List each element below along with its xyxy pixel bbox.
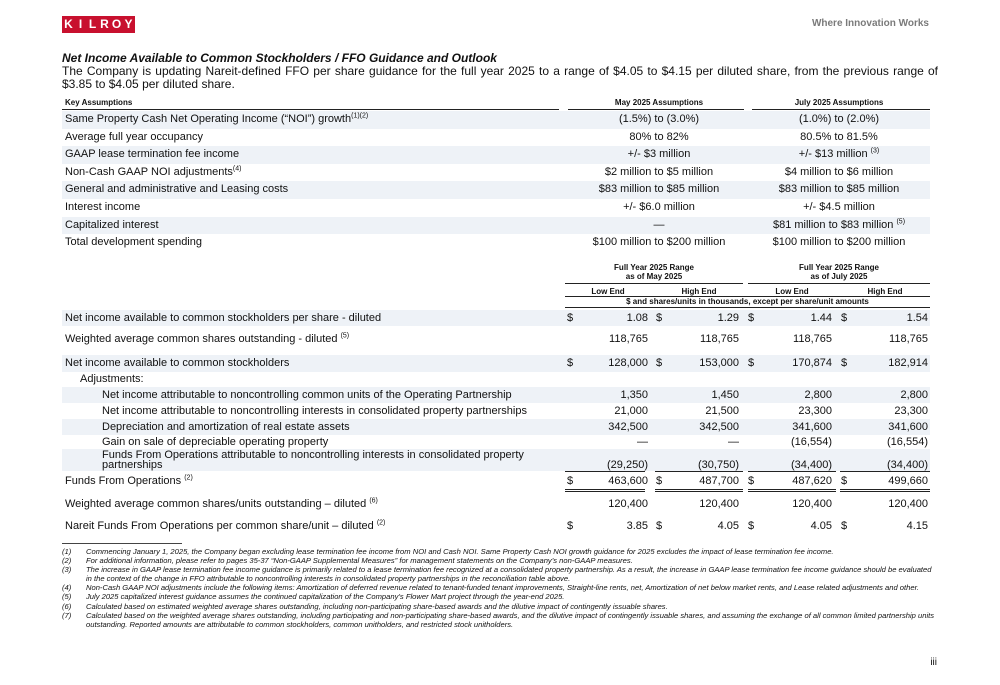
ffo-row [62,372,930,387]
ffo-row-label: Net income attributable to noncontrolling common units of the Operating Partnership [102,389,512,401]
total-rule [565,489,645,490]
july-value: +/- $4.5 million [803,200,875,213]
july-value: $4 million to $6 million [784,165,894,178]
footnotes [62,547,938,629]
ffo-value: 2,800 [804,389,832,401]
logo-letter: I [74,16,87,33]
ffo-value: — [637,436,648,448]
page-number: iii [930,657,937,668]
dollar-sign: $ [748,312,755,324]
key-assumption-row [62,129,930,147]
ffo-row [62,387,930,403]
may-value: $2 million to $5 million [604,165,714,178]
units-note: $ and shares/units in thousands, except per share/unit amounts [626,297,869,306]
key-assumption-row [62,217,930,235]
footnote-text: July 2025 capitalized interest guidance assumes the continued capitalization of the Company’s Flower Mart project through the year-end 2025. [86,592,565,602]
may-assumptions-heading: May 2025 Assumptions [614,98,704,107]
dollar-sign: $ [841,357,848,369]
assumption-label: GAAP lease termination fee income [65,148,240,161]
ffo-value: 1,350 [620,389,648,401]
total-rule [655,491,743,492]
footnote-text: Calculated based on the weighted average shares outstanding, including participating and non-participating share-based awards, and the dilutive impact of contingently issuable shares, and assuming the exchange of all common limited partnership units outstanding. Reported amounts are attributable to common stockholders, common unitholders, and restricted stock unitholders. [86,610,935,629]
ffo-value: (34,400) [791,459,832,471]
ffo-row [62,331,930,348]
dollar-sign: $ [567,520,574,532]
ffo-value: 1.08 [626,312,648,324]
footnote-text: For additional information, please refer to pages 35-37 “Non-GAAP Supplemental Measures” for management statements on the Company’s non-GAAP measures. [86,556,633,566]
ffo-row-label: Funds From Operations $^{(2)}$ [65,474,193,487]
ffo-row [62,355,930,372]
section-title: Net Income Available to Common Stockholders / FFO Guidance and Outlook [62,51,497,65]
ffo-row-label: Nareit Funds From Operations per common share/unit – diluted $^{(2)}$ [65,519,386,532]
ffo-value: 463,600 [608,475,648,487]
ffo-row-label: Net income available to common stockholders [65,357,290,369]
ffo-row-label: Net income available to common stockholders per share - diluted [65,312,382,324]
kilroy-logo [62,16,135,33]
dollar-sign: $ [748,475,755,487]
footnote-number: (3) [62,565,72,575]
ffo-value: — [728,436,739,448]
footnote-number: (6) [62,601,72,611]
section-intro: The Company is updating Nareit-defined FFO per share guidance for the full year 2025 to a range of $4.05 to $4.15 per diluted share, from the previous range of $3.85 to $4.05 per diluted share. [62,64,938,91]
ffo-row-label: Gain on sale of depreciable operating property [102,436,329,448]
total-rule [655,471,743,472]
footnote-number: (4) [62,583,72,593]
range-july-heading: Full Year 2025 Range as of July 2025 [799,263,879,281]
high-end-may-heading: High End [681,287,717,296]
ffo-value: 342,500 [699,421,739,433]
ffo-row-label: Weighted average common shares/units outstanding – diluted $^{(6)}$ [65,497,378,510]
dollar-sign: $ [841,312,848,324]
key-assumptions-table [62,111,930,252]
july-value: (1.0%) to (2.0%) [798,113,880,125]
dollar-sign: $ [656,475,663,487]
ffo-row-label: Funds From Operations attributable to noncontrolling interests in consolidated property partnerships [102,449,524,471]
dollar-sign: $ [656,312,663,324]
ffo-value: 23,300 [798,405,832,417]
assumption-label: Non-Cash GAAP NOI adjustments$^{(4)}$ [65,165,242,178]
total-rule [655,489,743,490]
dollar-sign: $ [841,475,848,487]
ffo-value: 182,914 [888,357,928,369]
ffo-value: 120,400 [699,498,739,510]
may-value: +/- $3 million [627,148,691,161]
footnote-text: The increase in GAAP lease termination fee income guidance is primarily related to a lease termination fee recognized at a consolidated property partnership. As a result, the increase in GAAP lease termination fee income guidance should be evaluated in the context of the change in FFO attributable to noncontrolling interests in consolidated property partnerships in the reconciliation table above. [86,565,932,584]
total-rule [840,491,930,492]
total-rule [748,491,836,492]
ffo-value: 341,600 [888,421,928,433]
ffo-value: 4.05 [717,520,739,532]
ffo-value: 4.05 [810,520,832,532]
logo-letter: K [62,16,75,33]
dollar-sign: $ [656,357,663,369]
dollar-sign: $ [656,520,663,532]
assumption-label: Total development spending [65,236,202,249]
footnote-number: (5) [62,592,72,602]
ffo-row [62,449,930,471]
footnote [62,611,938,629]
ffo-row-label: Adjustments: [80,373,144,385]
footnote-number: (1) [62,547,72,556]
ffo-value: 21,000 [614,405,648,417]
july-assumptions-heading: July 2025 Assumptions [794,98,884,107]
ffo-row [62,310,930,326]
footnote-text: Commencing January 1, 2025, the Company began excluding lease termination fee income from NOI and Cash NOI. Same Property Cash NOI growth guidance for 2025 excludes the impact of lease termination fee income. [86,547,834,556]
ffo-row [62,435,930,449]
ffo-value: 2,800 [900,389,928,401]
dollar-sign: $ [567,357,574,369]
ffo-value: 118,765 [700,333,739,345]
ffo-row [62,496,930,512]
may-value: — [653,218,665,231]
ffo-value: 342,500 [608,421,648,433]
key-assumptions-header [62,98,930,110]
ffo-value: 499,660 [888,475,928,487]
ffo-row [62,474,930,489]
ffo-value: 23,300 [894,405,928,417]
logo-letter: O [111,17,122,31]
low-end-may-heading: Low End [591,287,625,296]
tagline: Where Innovation Works [811,18,929,29]
footnote [62,547,938,556]
key-assumption-row [62,146,930,164]
range-may-heading: Full Year 2025 Range as of May 2025 [614,263,694,281]
assumption-label: Capitalized interest [65,218,159,231]
assumption-label: Average full year occupancy [65,130,203,143]
ffo-value: 170,874 [792,357,832,369]
ffo-value: (29,250) [607,459,648,471]
may-value: $83 million to $85 million [598,183,720,196]
dollar-sign: $ [748,357,755,369]
footnote [62,565,938,583]
ffo-value: 1.54 [906,312,928,324]
ffo-value: 341,600 [792,421,832,433]
ffo-value: 4.15 [906,520,928,532]
ffo-value: 118,765 [889,333,928,345]
key-assumption-row [62,234,930,252]
ffo-row [62,403,930,419]
dollar-sign: $ [567,475,574,487]
ffo-value: 487,700 [699,475,739,487]
assumption-label: Same Property Cash Net Operating Income (“NOI”) growth$^{(1)(2)}$ [65,112,369,125]
footnote [62,583,938,592]
ffo-value: 3.85 [626,520,648,532]
logo-letter: R [98,16,111,33]
ffo-value: 1,450 [711,389,739,401]
ffo-row [62,419,930,435]
dollar-sign: $ [567,312,574,324]
ffo-value: 153,000 [699,357,739,369]
total-rule [840,489,930,490]
low-end-july-heading: Low End [775,287,809,296]
may-value: $100 million to $200 million [592,236,726,249]
ffo-row [62,518,930,534]
dollar-sign: $ [841,520,848,532]
july-value: 80.5% to 81.5% [800,130,878,143]
may-value: +/- $6.0 million [623,200,695,213]
ffo-value: 118,765 [793,333,832,345]
footnote [62,592,938,601]
ffo-value: 21,500 [705,405,739,417]
key-assumptions-heading: Key Assumptions [65,98,133,107]
total-rule [565,471,645,472]
key-assumption-row [62,111,930,129]
ffo-value: (34,400) [887,459,928,471]
ffo-value: 120,400 [608,498,648,510]
may-value: 80% to 82% [629,130,689,143]
july-value: +/- $13 million $^{(3)}$ [798,147,880,161]
footnote [62,556,938,565]
logo-letter: Y [122,16,135,33]
dollar-sign: $ [748,520,755,532]
may-value: (1.5%) to (3.0%) [618,113,700,125]
assumption-label: General and administrative and Leasing costs [65,183,289,196]
july-value: $83 million to $85 million [778,183,900,196]
ffo-value: (16,554) [887,436,928,448]
july-value: $81 million to $83 million $^{(5)}$ [772,217,906,231]
ffo-value: (30,750) [698,459,739,471]
footnote-number: (7) [62,610,72,620]
ffo-row-label: Net income attributable to noncontrolling interests in consolidated property partnerships [102,405,527,417]
footnote-number: (2) [62,556,72,566]
ffo-row-label: Depreciation and amortization of real estate assets [102,421,350,433]
total-rule [565,491,645,492]
ffo-value: 1.44 [810,312,832,324]
ffo-value: 118,765 [609,333,648,345]
ffo-value: 487,620 [792,475,832,487]
key-assumption-row [62,164,930,182]
footnote [62,602,938,611]
footnote-text: Non-Cash GAAP NOI adjustments include the following items: Amortization of deferred revenue related to tenant-funded tenant improvements, Straight-line rents, net, Amortization of net below market rents, and Lease related adjustments and other. [86,583,919,593]
total-rule [748,471,836,472]
total-rule [748,489,836,490]
ffo-value: (16,554) [791,436,832,448]
total-rule [840,471,930,472]
ffo-value: 120,400 [888,498,928,510]
assumption-label: Interest income [65,200,141,213]
key-assumption-row [62,181,930,199]
footnote-text: Calculated based on estimated weighted average shares outstanding, including non-participating share-based awards and the dilutive impact of contingently issuable shares. [86,601,668,611]
high-end-july-heading: High End [867,287,903,296]
ffo-value: 1.29 [717,312,739,324]
key-assumption-row [62,199,930,217]
logo-letter: L [86,16,99,33]
july-value: $100 million to $200 million [772,236,906,249]
ffo-value: 128,000 [608,357,648,369]
ffo-row-label: Weighted average common shares outstanding - diluted $^{(5)}$ [65,332,350,345]
ffo-value: 120,400 [792,498,832,510]
